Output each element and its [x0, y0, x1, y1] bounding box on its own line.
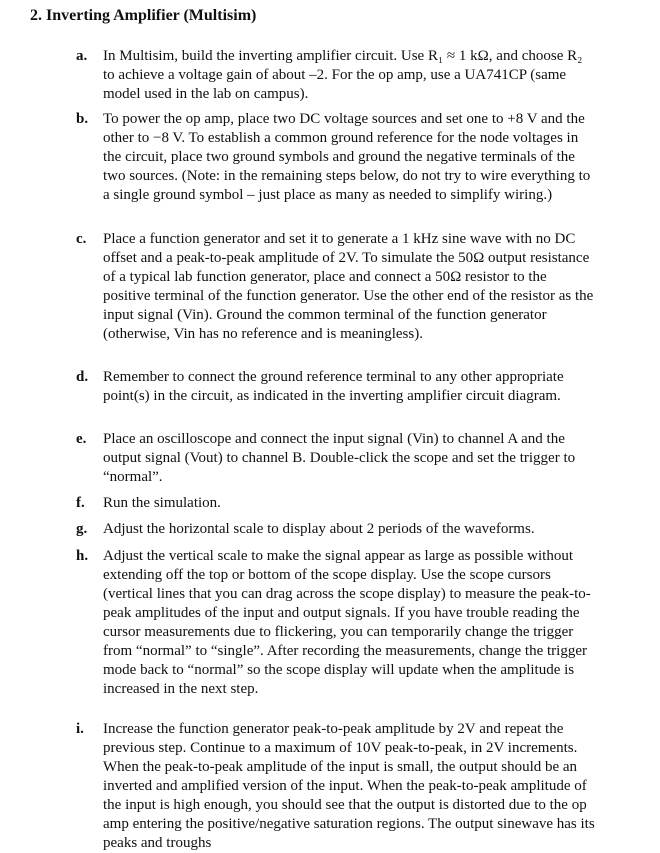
step-a-label: a. [76, 48, 88, 64]
step-g-text: Adjust the horizontal scale to display about 2 periods of the waveforms. [103, 521, 535, 537]
step-a-text: In Multisim, build the inverting amplifier circuit. Use R₁ ≈ 1 kΩ, and choose R₂ to achieve a voltage gain of about –2. For the op amp, use a UA741CP (same model used in the lab on campus). [103, 48, 583, 102]
step-e [76, 430, 596, 487]
step-a [76, 47, 596, 104]
step-h-text: Adjust the vertical scale to make the signal appear as large as possible without extending off the top or bottom of the scope display. Use the scope cursors (vertical lines that you can drag across the scope display) to measure the peak-to-peak amplitudes of the input and output signals. If you have trouble reading the cursor measurements due to flickering, you can temporarily change the trigger from “normal” to “single”. After recording the measurements, change the trigger mode back to “normal” so the scope display will update when the amplitude is increased in the next step. [103, 548, 591, 697]
step-e-label: e. [76, 431, 87, 447]
step-i-label: i. [76, 721, 84, 737]
step-c-text: Place a function generator and set it to generate a 1 kHz sine wave with no DC offset and a peak-to-peak amplitude of 2V. To simulate the 50Ω output resistance of a typical lab function generator, place and connect a 50Ω resistor to the positive terminal of the function generator. Use the other end of the resistor as the input signal (Vin). Ground the common terminal of the function generator (otherwise, Vin has no reference and is meaningless). [103, 231, 594, 342]
step-d-label: d. [76, 369, 89, 385]
step-f [76, 494, 596, 513]
step-g-label: g. [76, 521, 88, 537]
section-heading: 2. Inverting Amplifier (Multisim) [30, 7, 257, 24]
step-f-text: Run the simulation. [103, 495, 221, 511]
step-e-text: Place an oscilloscope and connect the input signal (Vin) to channel A and the output signal (Vout) to channel B. Double-click the scope and set the trigger to “normal”. [103, 431, 576, 485]
step-h-label: h. [76, 548, 89, 564]
step-g [76, 520, 596, 539]
step-c [76, 230, 596, 344]
step-i-text: Increase the function generator peak-to-peak amplitude by 2V and repeat the previous step. Continue to a maximum of 10V peak-to-peak, in 2V increments. When the peak-to-peak amplitude of the input is small, the output should be an inverted and amplified version of the input. When the peak-to-peak amplitude of the input is high enough, you should see that the output is distorted due to the op amp entering the positive/negative saturation regions. The output sinewave has its peaks and troughs [103, 721, 595, 851]
step-h [76, 547, 596, 699]
step-c-label: c. [76, 231, 87, 247]
step-b-label: b. [76, 111, 89, 127]
step-d [76, 368, 596, 406]
step-d-text: Remember to connect the ground reference terminal to any other appropriate point(s) in the circuit, as indicated in the inverting amplifier circuit diagram. [103, 369, 564, 404]
step-i [76, 720, 596, 853]
step-b [76, 110, 596, 205]
step-f-label: f. [76, 495, 85, 511]
step-b-text: To power the op amp, place two DC voltage sources and set one to +8 V and the other to −8 V. To establish a common ground reference for the node voltages in the circuit, place two ground symbols and ground the negative terminals of the two sources. (Note: in the remaining steps below, do not try to wire everything to a single ground symbol – just place as many as needed to simplify wiring.) [103, 111, 591, 203]
